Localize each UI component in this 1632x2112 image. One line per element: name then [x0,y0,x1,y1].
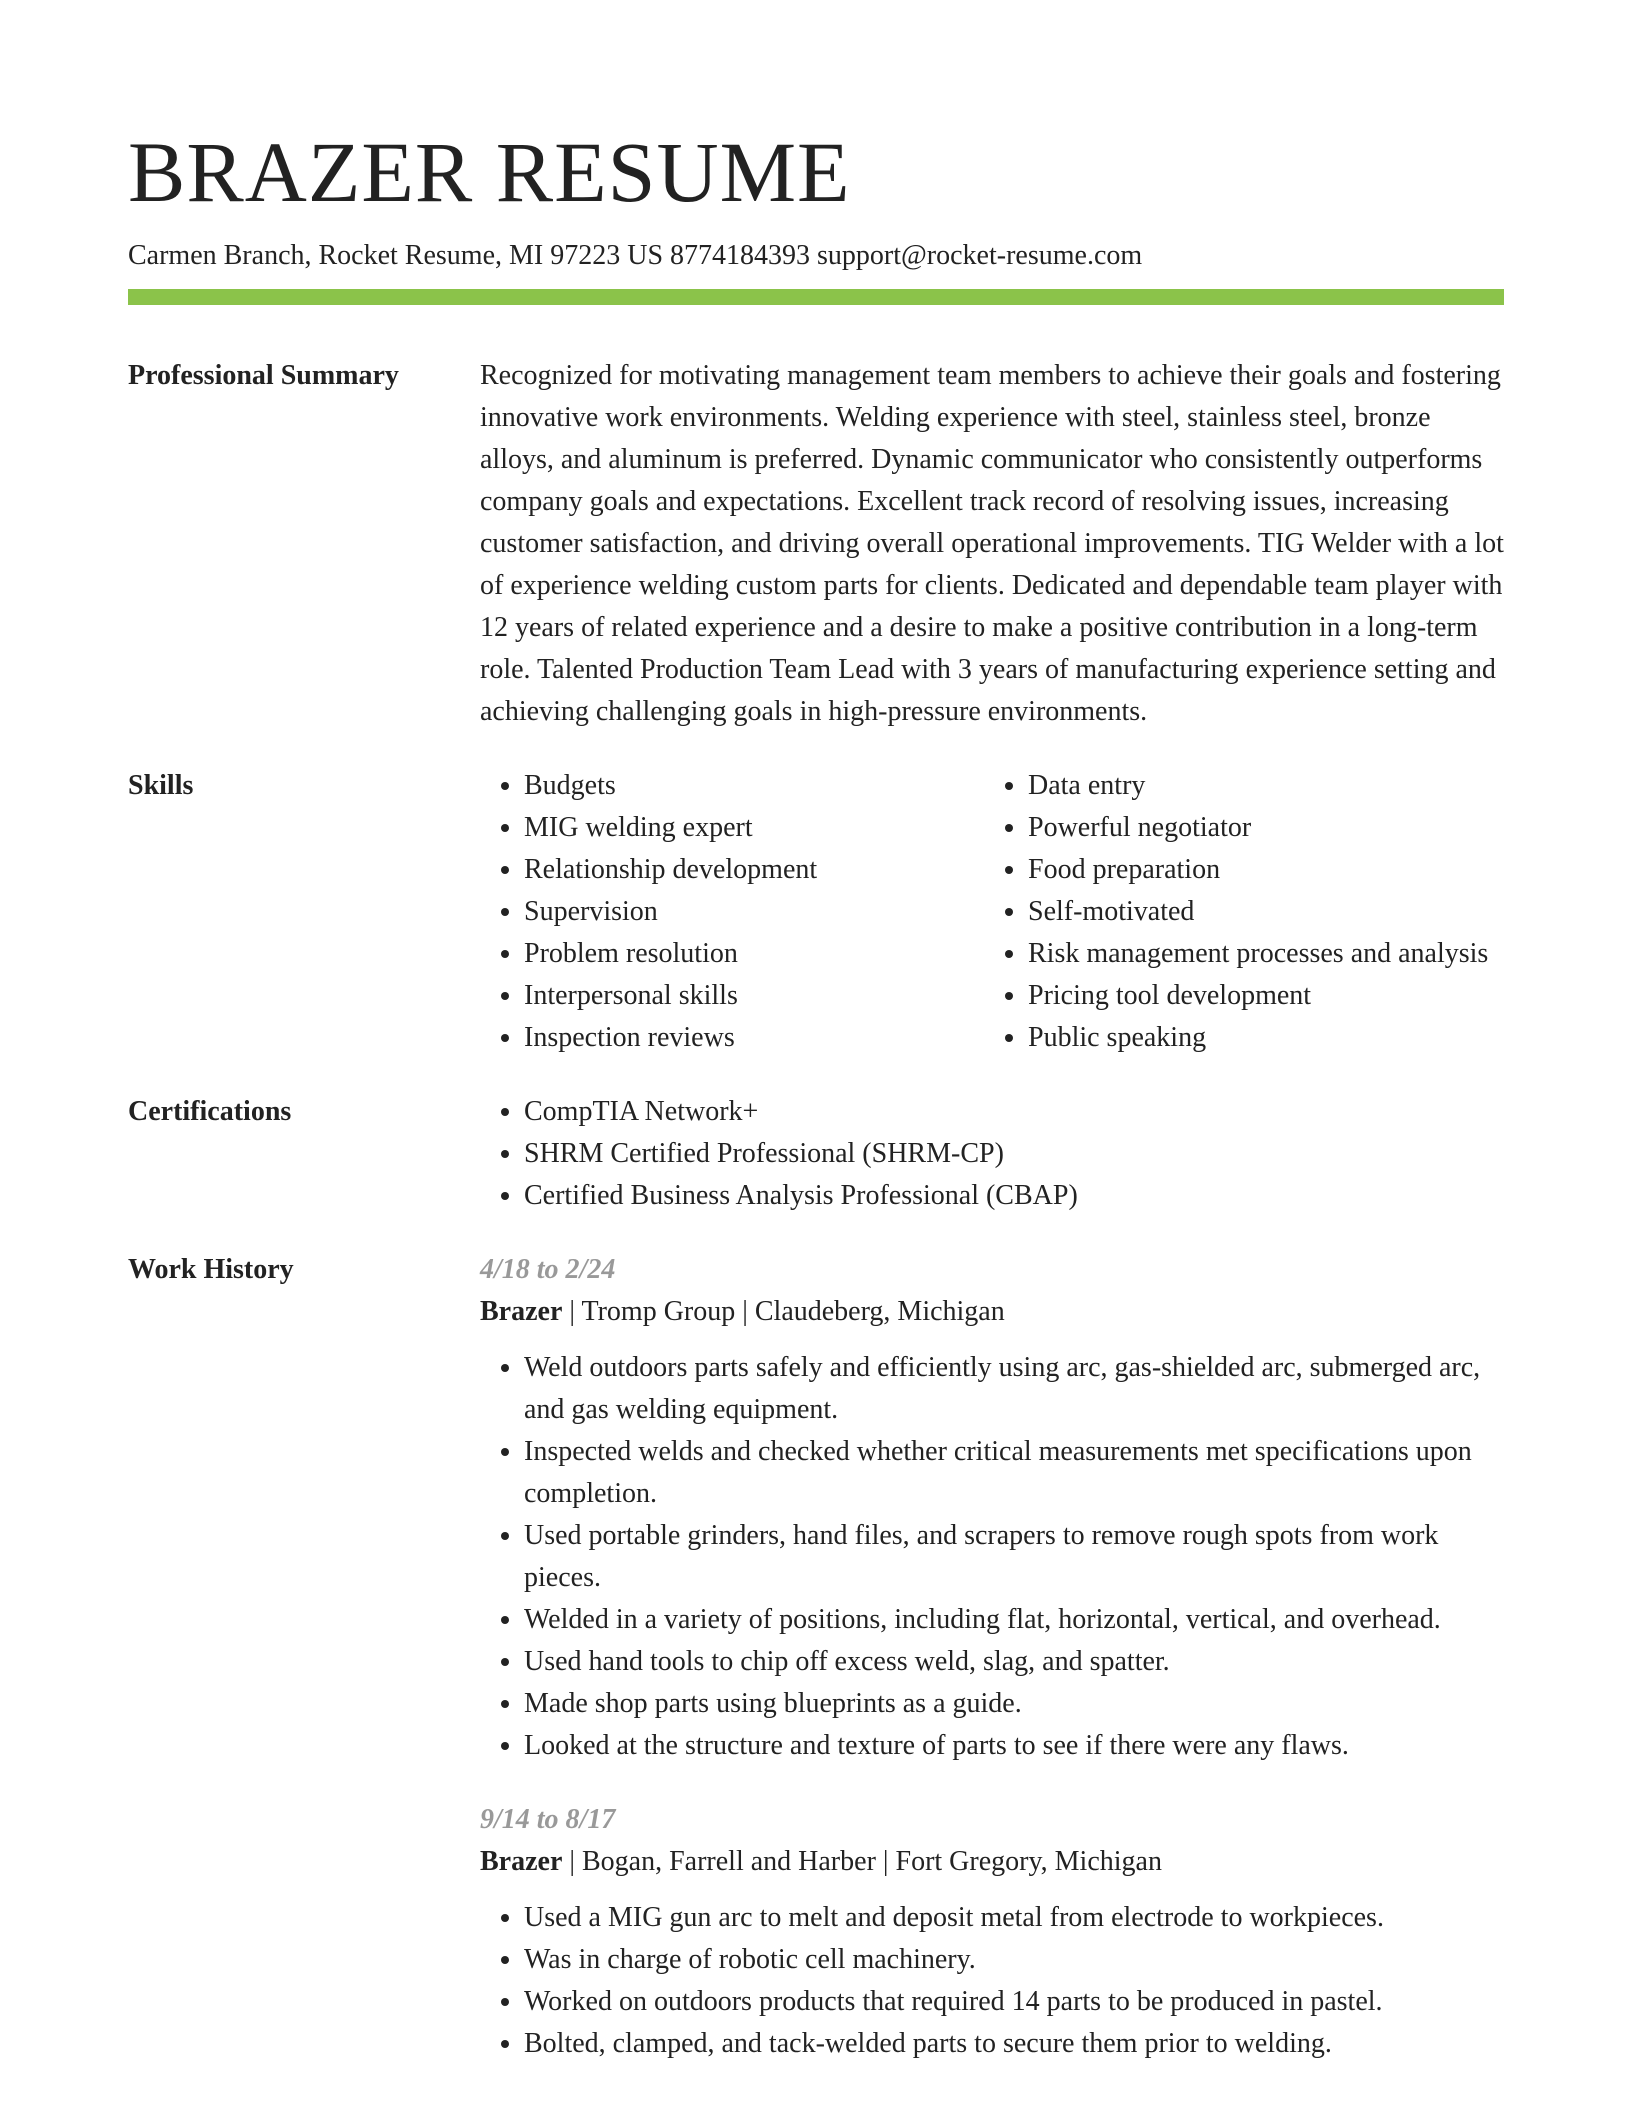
job-dates: 4/18 to 2/24 [480,1254,616,1285]
job-bullet: • Worked on outdoors products that required 14 parts to be produced in pastel. [524,1981,1504,2023]
skill-item: • MIG welding expert [524,807,984,849]
resume-page [128,0,1504,2065]
skills-section [128,765,1504,1059]
job-dates: 9/14 to 8/17 [480,1804,616,1835]
job-bullet: • Made shop parts using blueprints as a guide. [524,1683,1504,1725]
job-bullet: • Welded in a variety of positions, including flat, horizontal, vertical, and overhead. [524,1599,1504,1641]
job-bullets [480,1897,1504,2065]
certification-item: • SHRM Certified Professional (SHRM-CP) [524,1133,1504,1175]
skill-item: • Interpersonal skills [524,975,984,1017]
summary-body [480,355,1504,733]
skill-item: • Inspection reviews [524,1017,984,1059]
job-header [480,1291,1504,1333]
skill-item: • Risk management processes and analysis [1028,933,1504,975]
summary-text: Recognized for motivating management team members to achieve their goals and fostering innovative work environments. Welding experience with steel, stainless steel, bronze alloys, and aluminum is preferred. Dynamic communicator who consistently outperforms company goals and expectations. Excellent track record of resolving issues, increasing customer satisfaction, and driving overall operational improvements. TIG Welder with a lot of experience welding custom parts for clients. Dedicated and dependable team player with 12 years of related experience and a desire to make a positive contribution in a long-term role. Talented Production Team Lead with 3 years of manufacturing experience setting and achieving challenging goals in high-pressure environments. [480,360,1504,727]
skill-item: • Data entry [1028,765,1504,807]
job-bullet: • Used portable grinders, hand files, and scrapers to remove rough spots from work pieces. [524,1515,1504,1599]
work-history-heading: Work History [128,1254,294,1285]
job-bullet: • Was in charge of robotic cell machinery. [524,1939,1504,1981]
skill-item: • Relationship development [524,849,984,891]
job-title: Brazer [480,1846,563,1877]
job-bullet: • Used a MIG gun arc to melt and deposit metal from electrode to workpieces. [524,1897,1504,1939]
work-history-section [128,1249,1504,2065]
skill-item: • Pricing tool development [1028,975,1504,1017]
job-title: Brazer [480,1296,563,1327]
resume-title: BRAZER RESUME [128,124,851,220]
certifications-list [480,1091,1504,1217]
certification-item: • Certified Business Analysis Professional (CBAP) [524,1175,1504,1217]
skill-item: • Supervision [524,891,984,933]
skill-item: • Budgets [524,765,984,807]
summary-heading: Professional Summary [128,360,399,391]
job-bullet: • Weld outdoors parts safely and efficiently using arc, gas-shielded arc, submerged arc, and gas welding equipment. [524,1347,1504,1431]
skill-item: • Food preparation [1028,849,1504,891]
job-bullet: • Bolted, clamped, and tack-welded parts to secure them prior to welding. [524,2023,1504,2065]
skills-heading: Skills [128,770,194,801]
job-bullets [480,1347,1504,1767]
job-company: | Tromp Group | Claudeberg, Michigan [562,1296,1005,1327]
contact-line: Carmen Branch, Rocket Resume, MI 97223 US 8774184393 support@rocket-resume.com [128,240,1143,271]
job-company: | Bogan, Farrell and Harber | Fort Gregory, Michigan [562,1846,1162,1877]
header-divider [128,289,1504,305]
skills-body [480,765,1504,1059]
skill-item: • Public speaking [1028,1017,1504,1059]
certifications-section [128,1091,1504,1217]
job-header [480,1841,1504,1883]
job-bullet: • Used hand tools to chip off excess weld, slag, and spatter. [524,1641,1504,1683]
job-bullet: • Inspected welds and checked whether critical measurements met specifications upon completion. [524,1431,1504,1515]
skills-list-left [480,765,984,1059]
job-entry [480,1249,1504,1767]
skill-item: • Powerful negotiator [1028,807,1504,849]
job-entry [480,1799,1504,2065]
summary-section [128,355,1504,733]
skill-item: • Self-motivated [1028,891,1504,933]
skill-item: • Problem resolution [524,933,984,975]
certifications-body [480,1091,1504,1217]
job-bullet: • Looked at the structure and texture of parts to see if there were any flaws. [524,1725,1504,1767]
skills-list-right [984,765,1504,1059]
work-history-body [480,1249,1504,2065]
certification-item: • CompTIA Network+ [524,1091,1504,1133]
certifications-heading: Certifications [128,1096,292,1127]
